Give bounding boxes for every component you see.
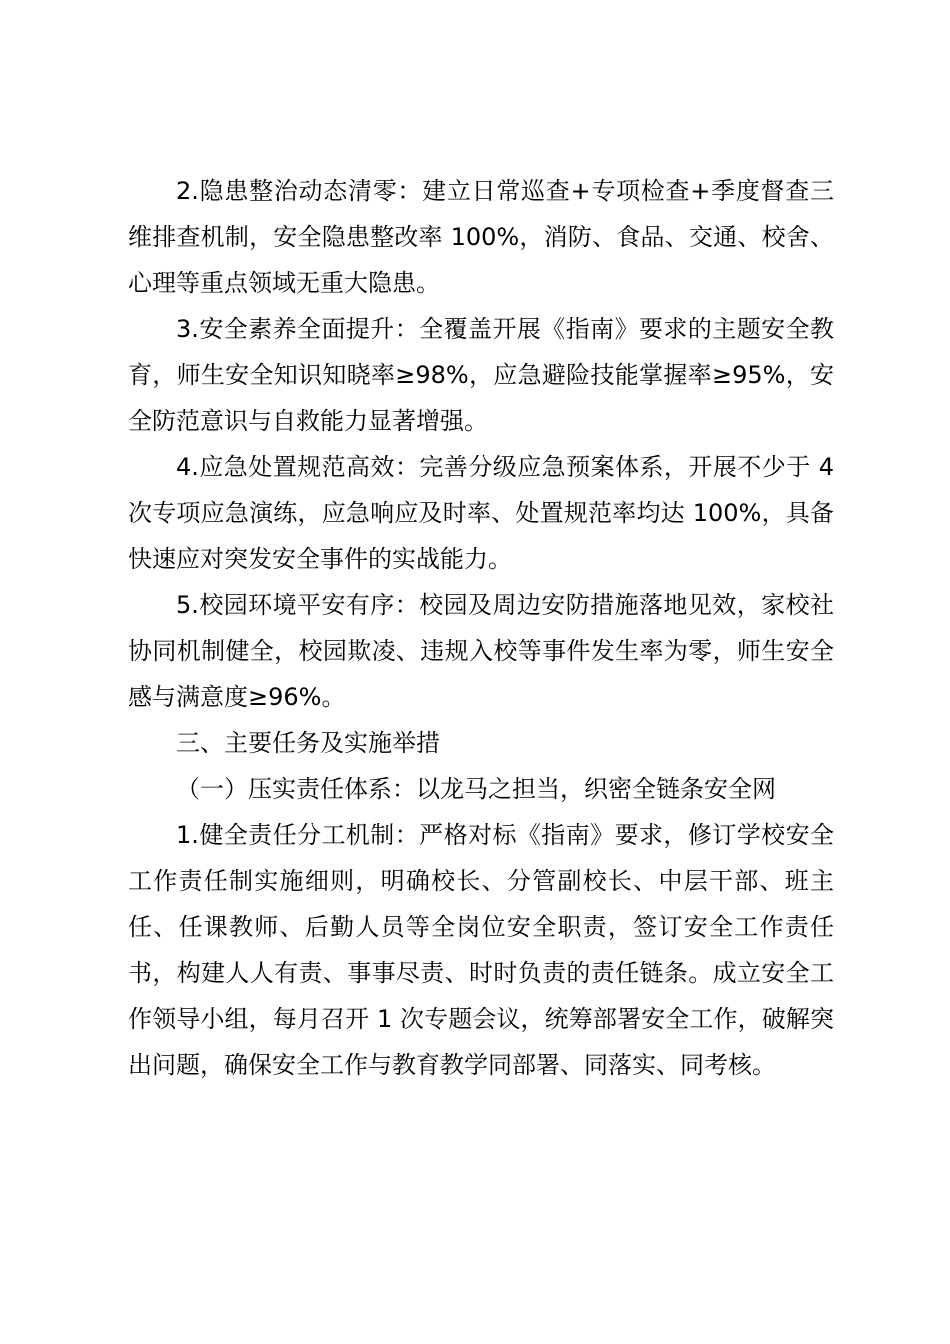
paragraph-goal-emergency-response: 4.应急处置规范高效：完善分级应急预案体系，开展不少于 4 次专项应急演练，应急响应及时率、处置规范率均达 100%，具备快速应对突发安全事件的实战能力。: [128, 453, 834, 573]
paragraph-goal-hazard-rectification: 2.隐患整治动态清零：建立日常巡查+专项检查+季度督查三维排查机制，安全隐患整改率 100%，消防、食品、交通、校舍、心理等重点领域无重大隐患。: [128, 177, 834, 297]
section-heading-main-tasks: 三、主要任务及实施举措: [176, 729, 440, 757]
document-body: [128, 168, 834, 1088]
paragraph-responsibility-mechanism: 1.健全责任分工机制：严格对标《指南》要求，修订学校安全工作责任制实施细则，明确校长、分管副校长、中层干部、班主任、任课教师、后勤人员等全岗位安全职责，签订安全工作责任书，构建人人有责、事事尽责、时时负责的责任链条。成立安全工作领导小组，每月召开 1 次专题会议，统筹部署安全工作，破解突出问题，确保安全工作与教育教学同部署、同落实、同考核。: [128, 821, 834, 1079]
paragraph-goal-safety-literacy: 3.安全素养全面提升：全覆盖开展《指南》要求的主题安全教育，师生安全知识知晓率≥98%，应急避险技能掌握率≥95%，安全防范意识与自救能力显著增强。: [128, 315, 834, 435]
subsection-heading-responsibility-system: （一）压实责任体系：以龙马之担当，织密全链条安全网: [176, 775, 776, 803]
paragraph-goal-campus-environment: 5.校园环境平安有序：校园及周边安防措施落地见效，家校社协同机制健全，校园欺凌、违规入校等事件发生率为零，师生安全感与满意度≥96%。: [128, 591, 834, 711]
